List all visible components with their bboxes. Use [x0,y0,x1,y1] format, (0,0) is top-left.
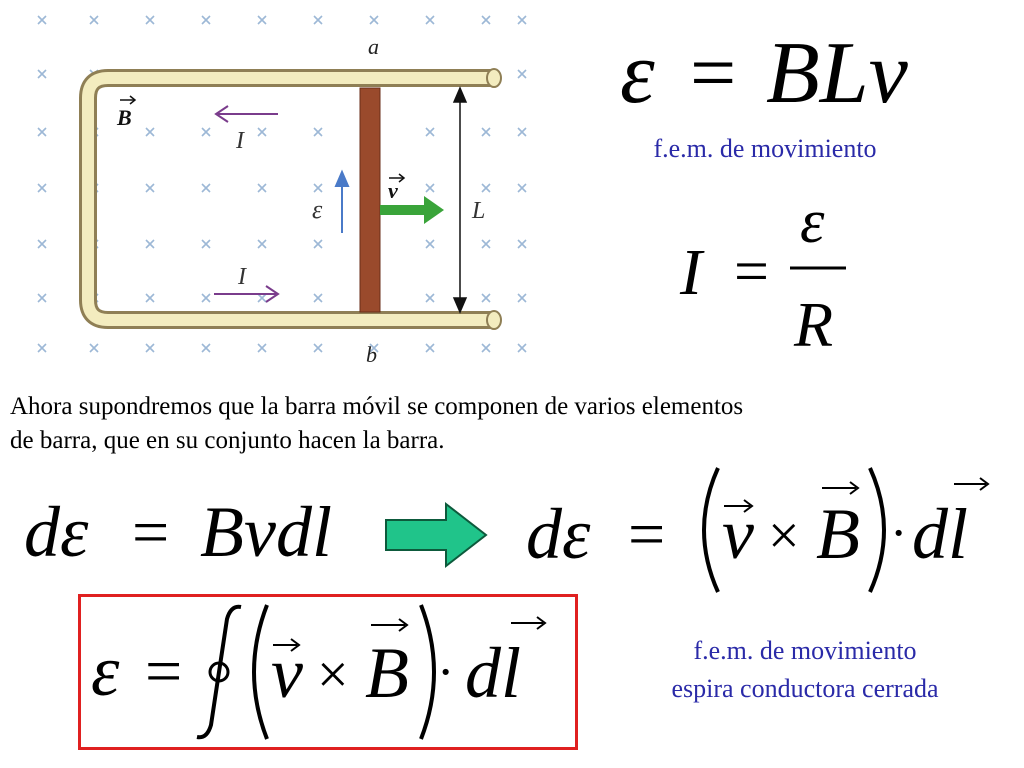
eq2-numerator: ε [800,190,825,256]
caption-closed-loop-line-1: f.e.m. de movimiento [693,636,917,665]
eq5-lhs: ε [91,631,120,711]
field-x-mark [146,16,154,24]
circuit-diagram-svg [28,8,538,370]
svg-text:v: v [271,633,303,713]
eq4-right-paren [870,468,884,592]
eq3-rhs: Bvdl [200,492,332,572]
field-x-mark [258,16,266,24]
field-x-mark [518,128,526,136]
field-x-mark [202,128,210,136]
field-x-mark [314,294,322,302]
eq4-cross: × [768,505,800,567]
field-x-mark [314,184,322,192]
equation-differential-emf-vector [520,460,1000,600]
svg-text:dl: dl [465,633,522,713]
label-velocity [388,174,404,203]
field-x-mark [146,240,154,248]
field-x-mark [202,240,210,248]
label-current-top: I [236,128,244,154]
caption-closed-loop-line-2: espira conductora cerrada [671,674,939,703]
eq5-vector-v [271,633,303,713]
label-length: L [472,198,486,224]
field-x-mark [146,344,154,352]
eq1-lhs: ε [620,25,655,122]
field-x-mark [258,128,266,136]
field-x-mark [482,16,490,24]
svg-text:B: B [365,633,409,713]
field-x-mark [314,344,322,352]
eq4-lhs: dε [526,494,591,574]
rails [88,69,501,329]
moving-rod [360,88,380,312]
caption-motional-emf: f.e.m. de movimiento [653,134,877,163]
field-x-mark [202,184,210,192]
svg-text:v: v [722,494,754,574]
label-field-B [116,96,135,130]
eq4-dot: · [890,505,908,562]
length-dimension-arrow [454,88,466,312]
explanation-paragraph [10,390,1020,458]
contour-integral-icon [197,607,241,738]
eq1-equals: = [690,27,737,118]
eq5-cross: × [317,644,349,706]
field-x-mark [518,294,526,302]
field-x-mark [518,184,526,192]
field-x-mark [370,16,378,24]
implies-arrow [382,500,492,570]
field-x-mark [482,294,490,302]
eq5-left-paren [254,605,267,739]
field-x-mark [314,16,322,24]
field-x-mark [38,184,46,192]
field-x-mark [258,240,266,248]
field-x-mark [426,184,434,192]
field-x-mark [146,128,154,136]
eq4-equals: = [628,498,666,571]
field-x-mark [38,344,46,352]
field-x-mark [426,128,434,136]
field-x-mark [146,294,154,302]
current-arrow-bottom [214,286,278,302]
eq5-dot: · [437,644,455,701]
svg-text:v: v [388,178,398,203]
field-x-mark [426,240,434,248]
label-emf: ε [312,195,323,224]
svg-text:B: B [117,105,132,130]
label-b: b [366,342,377,367]
eq2-lhs: I [680,236,702,309]
field-x-mark [202,16,210,24]
paragraph-line-2: de barra, que en su conjunto hacen la barra. [10,427,445,454]
field-x-mark [314,128,322,136]
field-x-mark [258,344,266,352]
eq5-right-paren [421,605,434,739]
equation-emf-blv [590,6,1010,126]
equation-current [670,190,870,360]
field-x-mark [258,184,266,192]
field-x-mark [482,128,490,136]
eq4-vector-v [722,494,754,574]
field-x-mark [38,240,46,248]
caption-closed-loop [600,632,1010,708]
field-x-mark [426,344,434,352]
field-x-mark [426,16,434,24]
field-x-mark [38,128,46,136]
field-x-mark [38,70,46,78]
eq5-equals: = [145,635,183,708]
field-x-mark [518,240,526,248]
current-arrow-top [216,106,278,122]
field-x-mark [258,294,266,302]
field-x-mark [90,16,98,24]
eq5-vector-dl [465,617,545,713]
field-x-mark [38,16,46,24]
svg-text:B: B [816,494,860,574]
field-x-mark [482,240,490,248]
field-x-mark [202,344,210,352]
circuit-diagram [28,8,538,370]
eq5-vector-B [365,619,409,713]
field-x-mark [482,184,490,192]
eq3-lhs: dε [24,492,89,572]
eq4-vector-B [816,482,860,574]
green-arrow-icon [382,500,492,570]
emf-arrow [336,172,348,233]
eq2-equals: = [734,238,769,306]
label-a: a [368,34,379,59]
label-current-bottom: I [238,264,246,290]
equation-differential-emf [20,488,360,588]
field-x-mark [482,344,490,352]
eq2-denominator: R [794,289,834,360]
eq4-vector-dl [912,478,988,574]
field-x-mark [426,294,434,302]
magnetic-field-marks [38,16,526,352]
svg-text:dl: dl [912,494,969,574]
field-x-mark [146,184,154,192]
eq1-rhs: BLv [766,25,908,122]
eq4-left-paren [704,468,718,592]
paragraph-line-1: Ahora supondremos que la barra móvil se componen de varios elementos [10,393,744,420]
field-x-mark [90,344,98,352]
field-x-mark [518,16,526,24]
equation-closed-loop-emf-box [78,594,578,750]
field-x-mark [202,294,210,302]
field-x-mark [518,344,526,352]
eq3-equals: = [132,496,170,569]
field-x-mark [38,294,46,302]
field-x-mark [518,70,526,78]
field-x-mark [314,240,322,248]
